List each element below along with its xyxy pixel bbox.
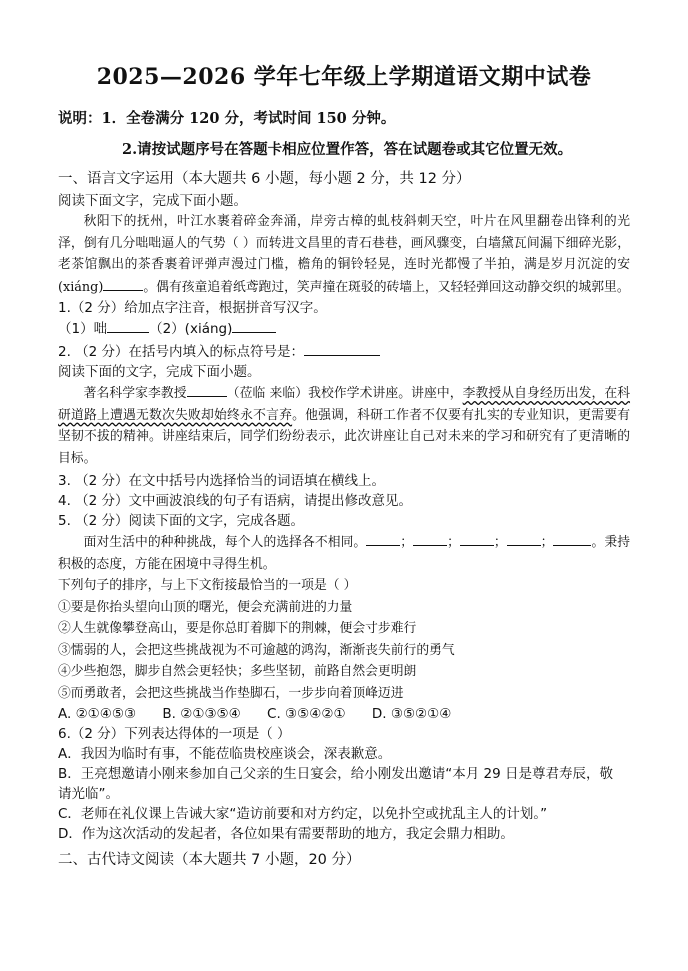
question-6-option-b[interactable]: B．王亮想邀请小刚来参加自己父亲的生日宴会，给小刚发出邀请“本月 29 日是尊君寿辰，敬 xyxy=(58,766,614,782)
order-blank-2[interactable] xyxy=(413,531,447,546)
option-a[interactable]: A. ②①④⑤③ xyxy=(58,706,137,722)
reading-intro-2: 阅读下面的文字，完成下面小题。 xyxy=(58,364,261,380)
order-blank-3[interactable] xyxy=(460,531,494,546)
question-4: 4. （2 分）文中画波浪线的句子有语病，请提出修改意见。 xyxy=(58,493,413,509)
question-3: 3. （2 分）在文中括号内选择恰当的词语填在横线上。 xyxy=(58,473,386,489)
option-b[interactable]: B. ②①③⑤④ xyxy=(162,706,241,722)
passage-2 xyxy=(58,382,630,469)
passage-2-text-d: 。他强调，科研工作者不仅要有扎实的专业知识，更需要有坚韧不拔的精神。讲座结束后，同学们纷纷表示，此次讲座让自己对未来的学习和研究有了更清晰的目标。 xyxy=(58,407,631,466)
section-2-heading: 二、古代诗文阅读（本大题共 7 小题，20 分） xyxy=(58,852,361,868)
passage-3-text-a: 面对生活中的种种挑战，每个人的选择各不相同。 xyxy=(83,535,367,550)
instruction-2: 2.请按试题序号在答题卡相应位置作答，答在试题卷或其它位置无效。 xyxy=(122,141,573,158)
question-1-fills xyxy=(58,318,630,339)
passage-3-text-b: 。秉持积极的态度，方能在困境中寻得生机。 xyxy=(58,535,631,572)
reading-intro-1: 阅读下面文字，完成下面小题。 xyxy=(58,193,247,209)
blank-xiang[interactable] xyxy=(103,276,143,291)
passage-1-text-a: 秋阳下的抚州，叶江水裹着碎金奔涌，岸旁古樟的虬枝斜刺天空，叶片在风里翻卷出锋利的光泽，倒有几分咄咄逼人的气势（ ）而转进文昌里的青石巷巷，画风骤变，白墙黛瓦间漏下细碎光影，老茶馆飘出的茶香裹着评弹声漫过门槛，檐角的铜铃轻晃，连时光都慢了半拍，满是岁月沉淀的安(xiáng) xyxy=(58,214,630,295)
option-d[interactable]: D. ③⑤②①④ xyxy=(371,706,452,722)
punctuation-blank[interactable] xyxy=(304,341,380,356)
question-1: 1.（2 分）给加点字注音，根据拼音写汉字。 xyxy=(58,300,327,316)
instruction-1: 说明：1．全卷满分 120 分，考试时间 150 分钟。 xyxy=(58,110,396,127)
fill-blank-b[interactable] xyxy=(232,318,276,333)
question-2 xyxy=(58,341,630,362)
question-6-option-b-cont: 请光临”。 xyxy=(58,786,119,802)
fill-label-b: （2）(xiáng) xyxy=(149,321,233,337)
passage-2-text-b: （莅临 来临）我校作学术讲座。讲座中， xyxy=(226,386,463,401)
order-blank-1[interactable] xyxy=(366,531,400,546)
order-blank-4[interactable] xyxy=(507,531,541,546)
wavy-sentence: 李教授从自身经历出发，在科研道路上遭遇无数次失败却始终永不言弃 xyxy=(58,386,631,423)
question-5: 5. （2 分）阅读下面的文字，完成各题。 xyxy=(58,513,305,529)
question-6-stem: 6.（2 分）下列表达得体的一项是（ ） xyxy=(58,726,291,742)
question-6-option-a[interactable]: A．我因为临时有事，不能莅临贵校座谈会，深表歉意。 xyxy=(58,746,392,762)
option-c[interactable]: C. ③⑤④②① xyxy=(267,706,346,722)
passage-2-text-a: 著名科学家李教授 xyxy=(83,386,187,401)
sentence-2: ②人生就像攀登高山，要是你总盯着脚下的荆棘，便会寸步难行 xyxy=(58,621,417,636)
section-1-heading: 一、语言文字运用（本大题共 6 小题，每小题 2 分，共 12 分） xyxy=(58,171,471,187)
passage-1-text-b: 。偶有孩童追着纸鸢跑过，笑声撞在斑驳的砖墙上，又轻轻弹回这动静交织的城郭里。 xyxy=(143,279,630,295)
fill-blank-a[interactable] xyxy=(107,318,149,333)
sentence-1: ①要是你抬头望向山顶的曙光，便会充满前进的力量 xyxy=(58,599,353,615)
exam-title: 2025—2026 学年七年级上学期道语文期中试卷 xyxy=(96,64,592,90)
passage-3: 面对生活中的种种挑战，每个人的选择各不相同。 ； ； ； ； 。秉持积极的态度，方能在困境中寻得生机。 xyxy=(58,531,630,575)
word-blank[interactable] xyxy=(187,382,227,397)
question-6-option-d[interactable]: D．作为这次活动的发起者，各位如果有需要帮助的地方，我定会鼎力相助。 xyxy=(58,826,514,842)
question-5-options xyxy=(58,704,630,724)
question-2-text: 2. （2 分）在括号内填入的标点符号是： xyxy=(58,344,305,360)
question-6-option-c[interactable]: C．老师在礼仪课上告诫大家“造访前要和对方约定，以免扑空或扰乱主人的计划。” xyxy=(58,806,548,822)
question-5-stem: 下列句子的排序，与上下文衔接最恰当的一项是（ ） xyxy=(58,578,357,593)
fill-label-a: （1）咄 xyxy=(58,321,108,337)
order-blank-5[interactable] xyxy=(553,531,591,546)
sentence-4: ④少些抱怨，脚步自然会更轻快；多些坚韧，前路自然会更明朗 xyxy=(58,664,417,679)
sentence-3: ③懦弱的人，会把这些挑战视为不可逾越的鸿沟，渐渐丧失前行的勇气 xyxy=(58,642,455,658)
passage-1 xyxy=(58,211,630,298)
sentence-5: ⑤而勇敢者，会把这些挑战当作垫脚石，一步步向着顶峰迈进 xyxy=(58,685,404,701)
